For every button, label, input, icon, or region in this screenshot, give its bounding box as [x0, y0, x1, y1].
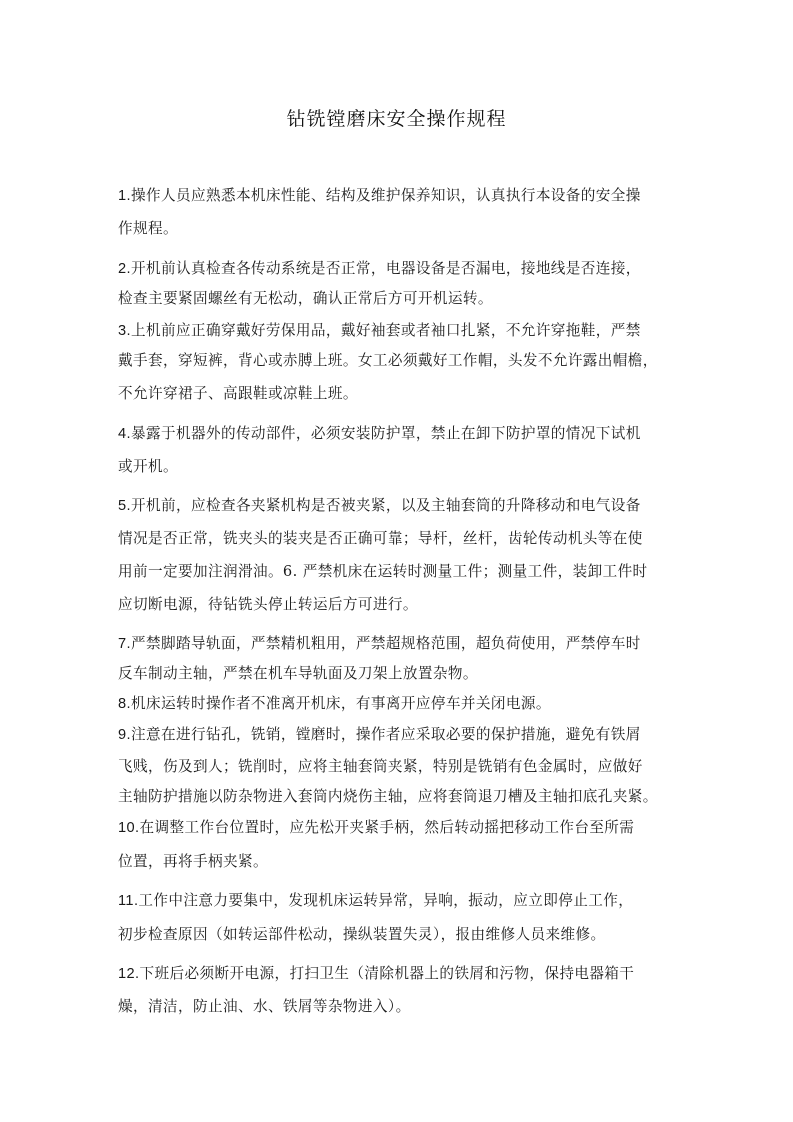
- item-9-line-2: 飞贱，伤及到人；铣削时，应将主轴套筒夹紧，特别是铣销有色金属时，应做好: [118, 758, 643, 775]
- item-number: 1.: [118, 188, 131, 204]
- item-number: 11.: [118, 893, 139, 909]
- item-4-line-1: 4.暴露于机器外的传动部件，必须安装防护罩，禁止在卸下防护罩的情况下试机: [118, 425, 641, 442]
- item-11-line-2: 初步检查原因（如转运部件松动，操纵装置失灵），报由维修人员来维修。: [118, 926, 606, 943]
- item-number: 8.: [118, 696, 131, 712]
- item-number: 3.: [118, 323, 131, 339]
- item-5-line-4: 应切断电源，待钻铣头停止转运后方可进行。: [118, 596, 418, 613]
- item-5-line-2: 情况是否正常，铣夹头的装夹是否正确可靠；导杆，丝杆，齿轮传动机头等在使: [118, 530, 643, 547]
- item-9-line-1: 9.注意在进行钻孔，铣销，镗磨时，操作者应采取必要的保护措施，避免有铁屑: [118, 726, 641, 743]
- document-title: 钻铣镗磨床安全操作规程: [286, 108, 507, 130]
- item-4-line-2: 或开机。: [118, 458, 178, 475]
- item-9-line-3: 主轴防护措施以防杂物进入套筒内烧伤主轴，应将套筒退刀槽及主轴扣底孔夹紧。: [118, 788, 658, 805]
- item-2-line-2: 检查主要紧固螺丝有无松动，确认正常后方可开机运转。: [118, 290, 493, 307]
- item-number: 7.: [118, 636, 131, 652]
- item-1-line-2: 作规程。: [118, 220, 178, 237]
- item-number: 5.: [118, 498, 131, 514]
- item-11-line-1: 11.工作中注意力要集中，发现机床运转异常，异响，振动，应立即停止工作，: [118, 892, 634, 909]
- item-3-line-2: 戴手套，穿短裤，背心或赤膊上班。女工必须戴好工作帽，头发不允许露出帽檐，: [118, 352, 658, 369]
- item-7-line-2: 反车制动主轴，严禁在机车导轨面及刀架上放置杂物。: [118, 665, 478, 682]
- item-3-line-1: 3.上机前应正确穿戴好劳保用品，戴好袖套或者袖口扎紧，不允许穿拖鞋，严禁: [118, 322, 641, 339]
- item-3-line-3: 不允许穿裙子、高跟鞋或凉鞋上班。: [118, 385, 358, 402]
- item-number: 10.: [118, 820, 140, 836]
- item-8-line-1: 8.机床运转时操作者不准离开机床，有事离开应停车并关闭电源。: [118, 695, 551, 712]
- item-number: 2.: [118, 261, 131, 277]
- item-number: 12.: [118, 966, 140, 982]
- item-12-line-1: 12.下班后必须断开电源，打扫卫生（清除机器上的铁屑和污物，保持电器箱干: [118, 965, 635, 982]
- item-number: 4.: [118, 426, 131, 442]
- item-number: 9.: [118, 727, 131, 743]
- item-5-line-3: 用前一定要加注润滑油。6. 严禁机床在运转时测量工件；测量工件，装卸工件时: [118, 563, 648, 580]
- item-1-line-1: 1.操作人员应熟悉本机床性能、结构及维护保养知识，认真执行本设备的安全操: [118, 187, 641, 204]
- item-7-line-1: 7.严禁脚踏导轨面，严禁精机粗用，严禁超规格范围，超负荷使用，严禁停车时: [118, 635, 641, 652]
- item-2-line-1: 2.开机前认真检查各传动系统是否正常，电器设备是否漏电，接地线是否连接，: [118, 260, 641, 277]
- item-10-line-1: 10.在调整工作台位置时，应先松开夹紧手柄，然后转动摇把移动工作台至所需: [118, 819, 635, 836]
- item-12-line-2: 燥，清洁，防止油、水、铁屑等杂物进入）。: [118, 998, 411, 1015]
- item-5-line-1: 5.开机前，应检查各夹紧机构是否被夹紧，以及主轴套筒的升降移动和电气设备: [118, 497, 641, 514]
- item-10-line-2: 位置，再将手柄夹紧。: [118, 853, 268, 870]
